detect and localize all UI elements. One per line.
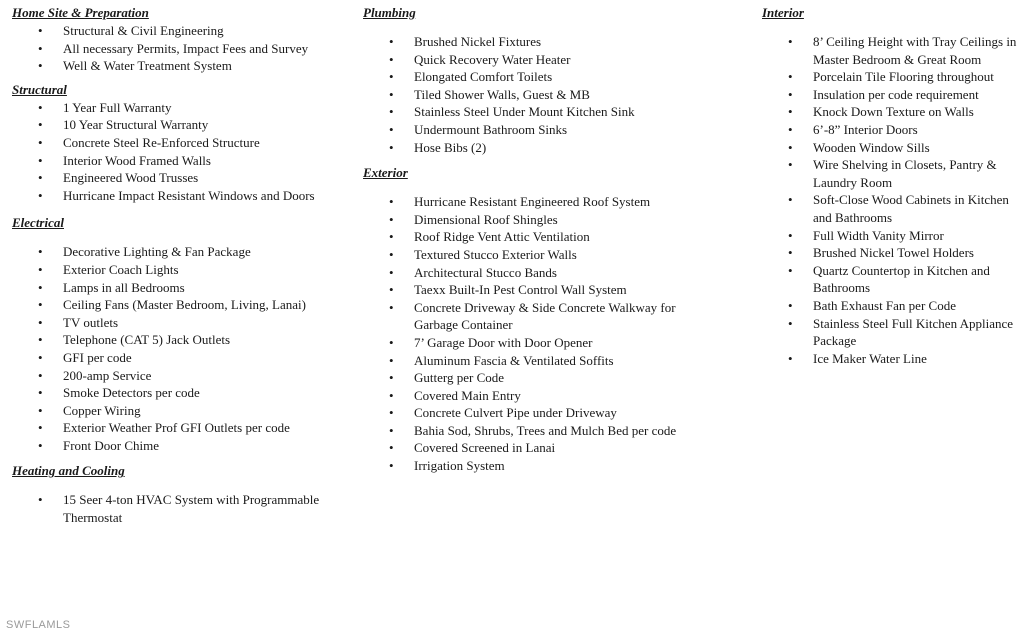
feature-item: • Quartz Countertop in Kitchen and Bathrooms	[762, 262, 1024, 297]
feature-item: • Hurricane Impact Resistant Windows and Doors	[12, 187, 352, 205]
feature-item: • 8’ Ceiling Height with Tray Ceilings in Master Bedroom & Great Room	[762, 33, 1024, 68]
feature-item: • Decorative Lighting & Fan Package	[12, 243, 352, 261]
feature-item: • 15 Seer 4-ton HVAC System with Programmable Thermostat	[12, 491, 352, 526]
feature-item: • Wooden Window Sills	[762, 139, 1024, 157]
feature-item: • Taexx Built-In Pest Control Wall System	[363, 281, 693, 299]
feature-item: • Undermount Bathroom Sinks	[363, 121, 693, 139]
feature-item: • Ice Maker Water Line	[762, 350, 1024, 368]
section-structural	[12, 81, 352, 205]
feature-item: • Dimensional Roof Shingles	[363, 211, 693, 229]
feature-item: • Bahia Sod, Shrubs, Trees and Mulch Bed per code	[363, 422, 693, 440]
feature-item: • Hose Bibs (2)	[363, 139, 693, 157]
feature-item: • TV outlets	[12, 314, 352, 332]
feature-item: • Engineered Wood Trusses	[12, 169, 352, 187]
feature-item: • Insulation per code requirement	[762, 86, 1024, 104]
feature-item: • Elongated Comfort Toilets	[363, 68, 693, 86]
feature-item: • Concrete Culvert Pipe under Driveway	[363, 404, 693, 422]
feature-item: • Soft-Close Wood Cabinets in Kitchen and Bathrooms	[762, 191, 1024, 226]
feature-item: • Telephone (CAT 5) Jack Outlets	[12, 331, 352, 349]
feature-item: • Ceiling Fans (Master Bedroom, Living, Lanai)	[12, 296, 352, 314]
feature-item: • All necessary Permits, Impact Fees and Survey	[12, 40, 352, 58]
feature-item: • Well & Water Treatment System	[12, 57, 352, 75]
feature-item: • 10 Year Structural Warranty	[12, 116, 352, 134]
column-3	[762, 4, 1024, 373]
feature-item: • Aluminum Fascia & Ventilated Soffits	[363, 352, 693, 370]
section-heading: Interior	[762, 5, 804, 20]
section-heading: Home Site & Preparation	[12, 5, 149, 20]
feature-list	[12, 22, 352, 75]
feature-item: • Full Width Vanity Mirror	[762, 227, 1024, 245]
section-heading: Heating and Cooling	[12, 463, 125, 479]
feature-item: • Concrete Driveway & Side Concrete Walkway for Garbage Container	[363, 299, 693, 334]
feature-item: • 7’ Garage Door with Door Opener	[363, 334, 693, 352]
feature-item: • Hurricane Resistant Engineered Roof System	[363, 193, 693, 211]
feature-item: • Tiled Shower Walls, Guest & MB	[363, 86, 693, 104]
feature-item: • Exterior Weather Prof GFI Outlets per code	[12, 419, 352, 437]
feature-item: • Brushed Nickel Fixtures	[363, 33, 693, 51]
feature-item: • 1 Year Full Warranty	[12, 99, 352, 117]
feature-item: • Interior Wood Framed Walls	[12, 152, 352, 170]
feature-item: • Lamps in all Bedrooms	[12, 279, 352, 297]
feature-item: • Concrete Steel Re-Enforced Structure	[12, 134, 352, 152]
watermark: SWFLAMLS	[6, 619, 71, 631]
feature-item: • Copper Wiring	[12, 402, 352, 420]
feature-item: • Textured Stucco Exterior Walls	[363, 246, 693, 264]
section-home-site-preparation	[12, 4, 352, 75]
feature-item: • Knock Down Texture on Walls	[762, 103, 1024, 121]
feature-item: • Stainless Steel Under Mount Kitchen Sink	[363, 103, 693, 121]
section-interior	[762, 4, 1024, 367]
feature-list	[12, 491, 352, 526]
feature-list	[12, 99, 352, 205]
feature-item: • 200-amp Service	[12, 367, 352, 385]
feature-item: • Quick Recovery Water Heater	[363, 51, 693, 69]
section-heating-and-cooling	[12, 462, 352, 526]
feature-item: • Stainless Steel Full Kitchen Appliance Package	[762, 315, 1024, 350]
section-heading: Structural	[12, 81, 67, 97]
feature-item: • Porcelain Tile Flooring throughout	[762, 68, 1024, 86]
feature-item: • Irrigation System	[363, 457, 693, 475]
feature-item: • Front Door Chime	[12, 437, 352, 455]
feature-list	[762, 33, 1024, 367]
section-heading: Exterior	[363, 165, 408, 181]
feature-item: • Smoke Detectors per code	[12, 384, 352, 402]
section-exterior	[363, 164, 693, 475]
feature-item: • Covered Main Entry	[363, 387, 693, 405]
feature-item: • Architectural Stucco Bands	[363, 264, 693, 282]
feature-item: • Gutterg per Code	[363, 369, 693, 387]
feature-list	[363, 193, 693, 475]
feature-item: • Covered Screened in Lanai	[363, 439, 693, 457]
feature-item: • Roof Ridge Vent Attic Ventilation	[363, 228, 693, 246]
feature-list	[363, 33, 693, 156]
section-heading: Electrical	[12, 215, 64, 231]
section-plumbing	[363, 4, 693, 156]
feature-item: • Brushed Nickel Towel Holders	[762, 244, 1024, 262]
column-1	[12, 4, 352, 533]
section-heading: Plumbing	[363, 5, 416, 20]
feature-list	[12, 243, 352, 454]
section-electrical	[12, 214, 352, 454]
column-2	[363, 4, 693, 481]
feature-item: • Exterior Coach Lights	[12, 261, 352, 279]
feature-item: • GFI per code	[12, 349, 352, 367]
feature-item: • Bath Exhaust Fan per Code	[762, 297, 1024, 315]
feature-item: • 6’-8” Interior Doors	[762, 121, 1024, 139]
feature-item: • Structural & Civil Engineering	[12, 22, 352, 40]
feature-item: • Wire Shelving in Closets, Pantry & Laundry Room	[762, 156, 1024, 191]
